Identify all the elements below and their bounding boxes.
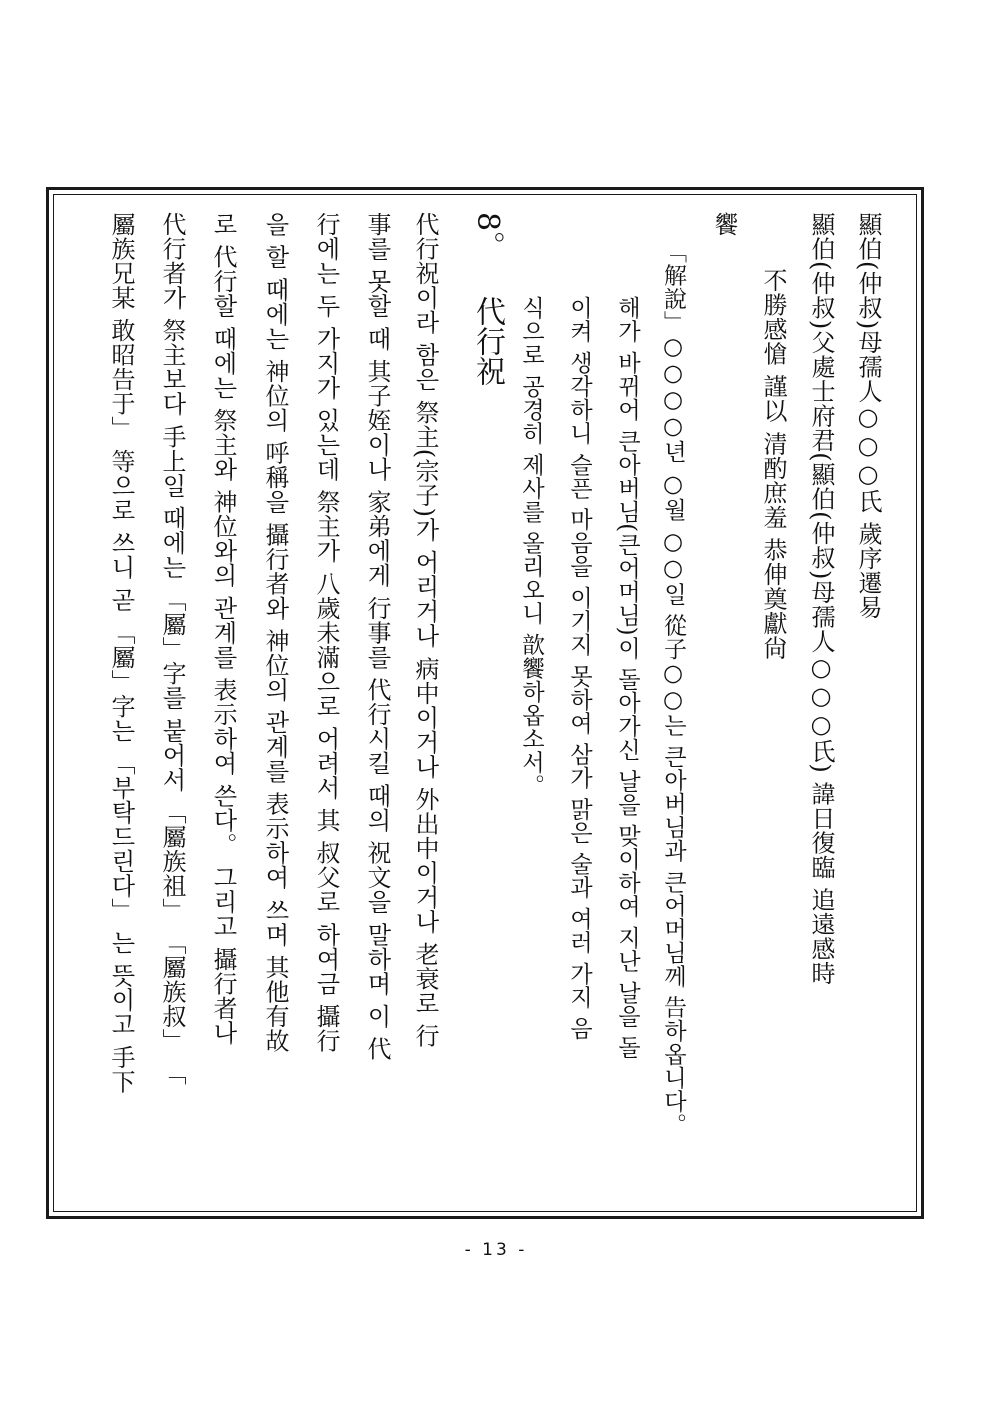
body-line-5: 로 代行할 때에는 祭主와 神位와의 관계를 表示하여 쓴다。 그리고 攝行者나 [209,212,237,1045]
page-number: - 13 - [464,1240,528,1260]
explanation-line-2: 해가 바뀌어 큰아버님(큰어머님)이 돌아가신 날을 맞이하여 지난 날을 돌 [614,296,640,1059]
body-line-2: 事를 못할 때 其子姪이나 家弟에게 行事를 代行시킬 때의 祝文을 말하며 이 代 [363,212,391,1061]
explanation-line-3: 이켜 생각하니 슬픈 마음을 이기지 못하여 삼가 맑은 술과 여러 가지 음 [566,296,592,1040]
section-title: 代行祝 [470,296,505,386]
section-number: 8。 [470,212,505,262]
body-line-4: 을 할 때에는 神位의 呼稱을 攝行者와 神位의 관계를 表示하여 쓰며 其他有故 [261,212,289,1053]
prayer-line-4: 饗 [710,212,738,237]
prayer-line-3: 不勝感愴 謹以 清酌庶羞 恭伸奠獻尙 [759,268,787,660]
body-line-6: 代行者가 祭主보다 手上일 때에는 「屬」字를 붙어서 「屬族祖」 「屬族叔」 「 [158,212,186,1086]
prayer-line-1: 顯伯(仲叔)母孺人○○○氏 歲序遷易 [854,212,882,620]
explanation-line-1: 「解說」○○○○년 ○월 ○○일 從子○○는 큰아버님과 큰어머님께 告하옵니다。 [660,240,686,1137]
explanation-line-4: 식으로 공경히 제사를 올리오니 歆饗하옵소서。 [518,296,544,798]
body-line-1: 代行祝이라 함은 祭主(宗子)가 어리거나 病中이거나 外出中이거나 老衰로 行 [411,212,439,1049]
body-line-3: 行에는 두 가지가 있는데 祭主가 八歲未滿으로 어려서 其 叔父로 하여금 攝行 [312,212,340,1053]
body-line-7: 屬族兄某 敢昭告于」 等으로 쓰니 곧 「屬」字는 「부탁드린다」 는 뜻이고 手下 [107,212,135,1094]
prayer-line-2: 顯伯(仲叔)父處士府君(顯伯(仲叔)母孺人○○○氏) 諱日復臨 追遠感時 [807,212,835,986]
